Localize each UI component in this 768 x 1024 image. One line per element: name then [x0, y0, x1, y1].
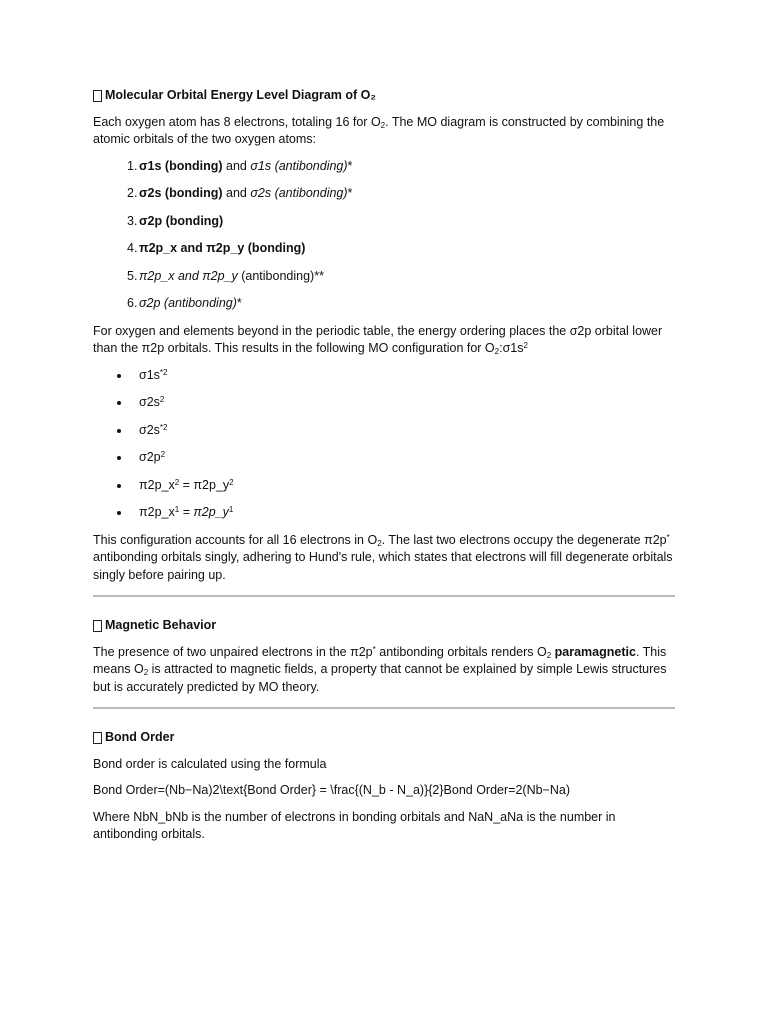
heading-text: Magnetic Behavior	[105, 618, 217, 632]
heading-text: Bond Order	[105, 730, 175, 744]
missing-glyph-icon	[93, 620, 102, 632]
list-item: $\pi 2p\_x^2$ = $\pi 2p\_y^2$	[93, 477, 675, 495]
section-heading-mo-diagram	[93, 87, 675, 105]
intro-paragraph: Each oxygen atom has 8 electrons, totaling 16 for $O_2$. The MO diagram is constructed by combining the atomic orbitals of the two oxygen atoms:	[93, 114, 665, 146]
configuration-paragraph: This configuration accounts for all 16 electrons in $O_2$. The last two electrons occupy the degenerate π2p* antibonding orbitals singly, adhering to Hund's rule, which states that electrons will fill degenerate orbitals singly before pairing up.	[93, 532, 673, 582]
list-item: $\sigma 2p^2$	[93, 449, 675, 467]
list-item: 3. σ2p (bonding)	[127, 213, 224, 228]
horizontal-divider	[93, 707, 675, 709]
section-heading-magnetic	[93, 617, 675, 635]
bond-order-formula: Bond Order=(Nb−Na)2\text{Bond Order} = \frac{(N_b - N_a)}{2}Bond Order=2(Nb−Na)	[93, 783, 570, 797]
list-item: 2. σ2s (bonding) and σ2s (antibonding)*	[127, 186, 353, 200]
mo-ordered-list	[93, 158, 675, 314]
horizontal-divider	[93, 595, 675, 597]
heading-text: Molecular Orbital Energy Level Diagram of O₂	[105, 88, 376, 102]
bond-order-definition: Where NbN_bNb is the number of electrons in bonding orbitals and NaN_aNa is the number in antibonding orbitals.	[93, 809, 616, 841]
document-content	[93, 87, 675, 853]
bullet-icon	[93, 422, 139, 440]
list-item: $\sigma 2s^2$	[93, 394, 675, 412]
list-item: 1. σ1s (bonding) and σ1s (antibonding)*	[127, 158, 353, 173]
missing-glyph-icon	[93, 90, 102, 102]
bullet-icon	[93, 394, 139, 412]
bullet-icon	[93, 504, 139, 522]
list-item: 4. π2p_x and π2p_y (bonding)	[127, 241, 306, 255]
bullet-icon	[93, 477, 139, 495]
magnetic-paragraph: The presence of two unpaired electrons in the π2p* antibonding orbitals renders $O_2$ paramagnetic. This means $O_2$ is attracted to magnetic fields, a property that cannot be explained by simple Lewis structures but is accurately predicted by MO theory.	[93, 644, 667, 694]
bullet-icon	[93, 367, 139, 385]
bullet-icon	[93, 449, 139, 467]
list-item: $\sigma 1s^{*2}$	[93, 367, 675, 385]
configuration-list	[93, 367, 675, 523]
bond-order-intro: Bond order is calculated using the formula	[93, 756, 327, 771]
missing-glyph-icon	[93, 732, 102, 744]
list-item: 5. π2p_x and π2p_y (antibonding)**	[127, 268, 324, 283]
list-item: $\sigma 2s^{*2}$	[93, 422, 675, 440]
ordering-paragraph: For oxygen and elements beyond in the periodic table, the energy ordering places the σ2p orbital lower than the π2p orbitals. This results in the following MO configuration for $O_2:\sigma 1s^2$	[93, 323, 663, 356]
list-item: $\pi 2p\_x^1$ = $\pi 2p\_y^1$	[93, 504, 675, 522]
list-item: 6. σ2p (antibonding)*	[127, 296, 242, 310]
section-heading-bond-order	[93, 729, 675, 747]
